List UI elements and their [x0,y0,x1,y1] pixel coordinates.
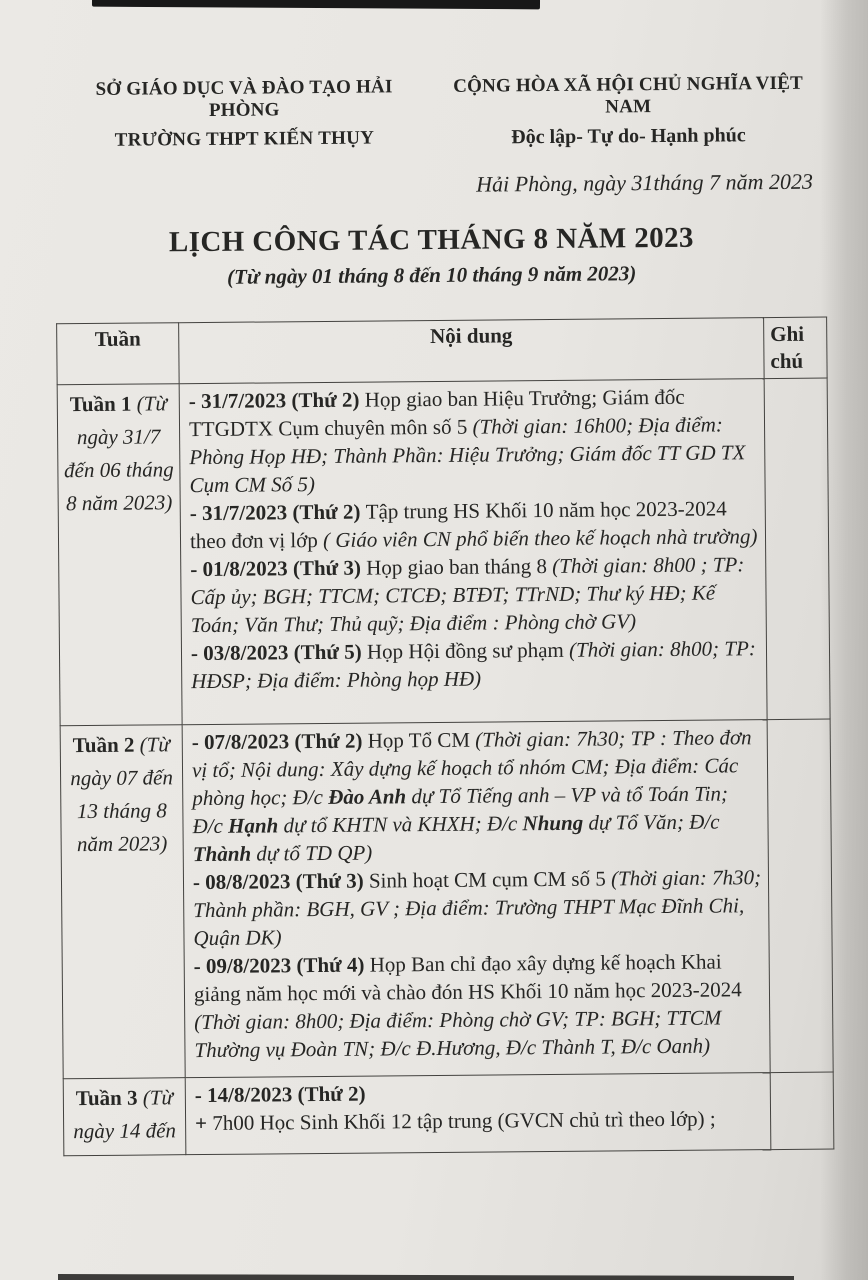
text-segment: - 31/7/2023 (Thứ 2) [189,499,366,526]
text-segment: Nhung [522,810,584,836]
text-segment: ( Giáo viên CN phổ biến theo kế hoạch nhà trường) [322,524,758,552]
text-segment: 7h00 Học Sinh Khối 12 tập trung (GVCN chủ trì theo lớp) ; [212,1106,716,1135]
table-row [60,719,833,1079]
text-segment: (Thời gian: 8h00 ; TP: Cấp ủy; BGH; TTCM; CTCĐ; BTĐT; TTrND; Thư ký HĐ; Kế Toán; Văn Thư; Thủ quỹ; Địa điểm : Phòng chờ GV) [190,552,745,638]
schedule-table-body [57,378,834,1156]
text-segment: Tuần 2 [72,732,140,758]
text-segment: (Từ ngày 31/7 đến 06 tháng 8 năm 2023) [63,391,174,516]
table-row [63,1072,834,1156]
text-segment: Tuần 1 [69,391,137,417]
text-segment: (Từ ngày 07 đến 13 tháng 8 năm 2023) [70,732,174,857]
week-cell [63,1078,186,1156]
event-paragraph [195,1104,766,1137]
text-segment: - 14/8/2023 (Thứ 2) [194,1081,366,1108]
text-segment: (Thời gian: 16h00; Địa điểm: Phòng Họp HĐ; Thành Phần: Hiệu Trưởng; Giám đốc TT GD TX Cụm CM Số 5) [189,412,746,498]
text-segment: (Thời gian: 7h30; TP : Theo đơn vị tổ; Nội dung: Xây dựng kế hoạch tổ nhóm CM; Địa điểm: Các phòng học; Đ/c [191,725,752,811]
event-paragraph [191,634,762,695]
text-segment: dự tổ TD QP) [251,840,373,866]
header-row [57,317,828,385]
text-segment: - 31/7/2023 (Thứ 2) [188,387,365,414]
content-cell [182,720,770,1078]
content-cell [179,379,767,725]
text-segment: + [194,1110,213,1136]
content-cell [185,1073,771,1155]
event-paragraph [193,863,765,952]
national-motto-block [444,73,813,150]
table-row [57,378,830,726]
text-segment: Thành [192,841,252,867]
org-school-line: TRƯỜNG THPT KIẾN THỤY [114,127,375,151]
document-header [0,0,865,154]
event-paragraph [190,550,762,639]
place-date-line: Hải Phòng, ngày 31tháng 7 năm 2023 [476,168,814,197]
text-segment: Họp giao ban tháng 8 [366,553,553,580]
text-segment: Tuần 3 [75,1085,143,1111]
event-paragraph [189,382,761,499]
text-segment: Đào Anh [328,784,407,809]
event-paragraph [194,947,766,1064]
text-segment: (Thời gian: 8h00; Địa điểm: Phòng chờ GV; TP: BGH; TTCM Thường vụ Đoàn TN; Đ/c Đ.Hương, Đ/c Thành T, Đ/c Oanh) [194,1005,722,1063]
text-segment: dự Tổ Tiếng anh – VP và tổ Toán Tin; Đ/c [192,781,729,839]
text-segment: Sinh hoạt CM cụm CM số 5 [368,866,612,893]
text-segment: dự Tổ Văn; Đ/c [583,809,720,835]
week-cell [60,725,185,1079]
text-segment: - 01/8/2023 (Thứ 3) [190,555,367,582]
column-header-note: Ghi chú [764,317,828,379]
text-segment: Tập trung HS Khối 10 năm học 2023-2024 theo đơn vị lớp [189,496,727,554]
text-segment: (Thời gian: 8h00; TP: HĐSP; Địa điểm: Phòng họp HĐ) [191,636,756,694]
text-segment: Họp Hội đồng sư phạm [366,637,570,664]
event-paragraph [190,494,761,555]
issuing-org-block [58,76,431,153]
text-segment: Hạnh [227,813,279,838]
text-segment: Họp Tổ CM [367,727,476,753]
week-cell [57,384,182,726]
text-segment: - 09/8/2023 (Thứ 4) [193,952,370,979]
schedule-table-header [57,317,828,385]
text-segment: (Thời gian: 7h30; Thành phần: BGH, GV ; Địa điểm: Trường THPT Mạc Đĩnh Chi, Quận DK) [193,865,762,951]
document-subtitle: (Từ ngày 01 tháng 8 đến 10 tháng 9 năm 2023) [226,261,637,289]
text-segment: Họp Ban chỉ đạo xây dựng kế hoạch Khai giảng năm học mới và chào đón HS Khối 10 năm học 2023-2024 [193,949,742,1007]
text-segment: - 08/8/2023 (Thứ 3) [192,868,370,895]
text-segment: - 07/8/2023 (Thứ 2) [191,728,368,755]
text-segment: - 03/8/2023 (Thứ 5) [190,639,368,666]
document-title: LỊCH CÔNG TÁC THÁNG 8 NĂM 2023 [168,221,694,259]
national-motto-line: Độc lập- Tự do- Hạnh phúc [511,124,746,149]
page-curl-shadow [820,0,868,1280]
text-segment: dự tổ KHTN và KHXH; Đ/c [278,811,523,838]
photo-bottom-edge [58,1274,794,1280]
org-department-line: SỞ GIÁO DỤC VÀ ĐÀO TẠO HẢI PHÒNG [95,76,393,121]
text-segment: Họp giao ban Hiệu Trưởng; Giám đốc TTGDTX Cụm chuyên môn số 5 [188,384,685,442]
event-paragraph [192,723,764,868]
schedule-table [56,317,834,1157]
national-title-line: CỘNG HÒA XÃ HỘI CHỦ NGHĨA VIỆT NAM [453,72,804,118]
column-header-week: Tuần [57,323,180,385]
text-segment: (Từ ngày 14 đến [73,1085,177,1144]
column-header-content: Nội dung [179,318,765,384]
